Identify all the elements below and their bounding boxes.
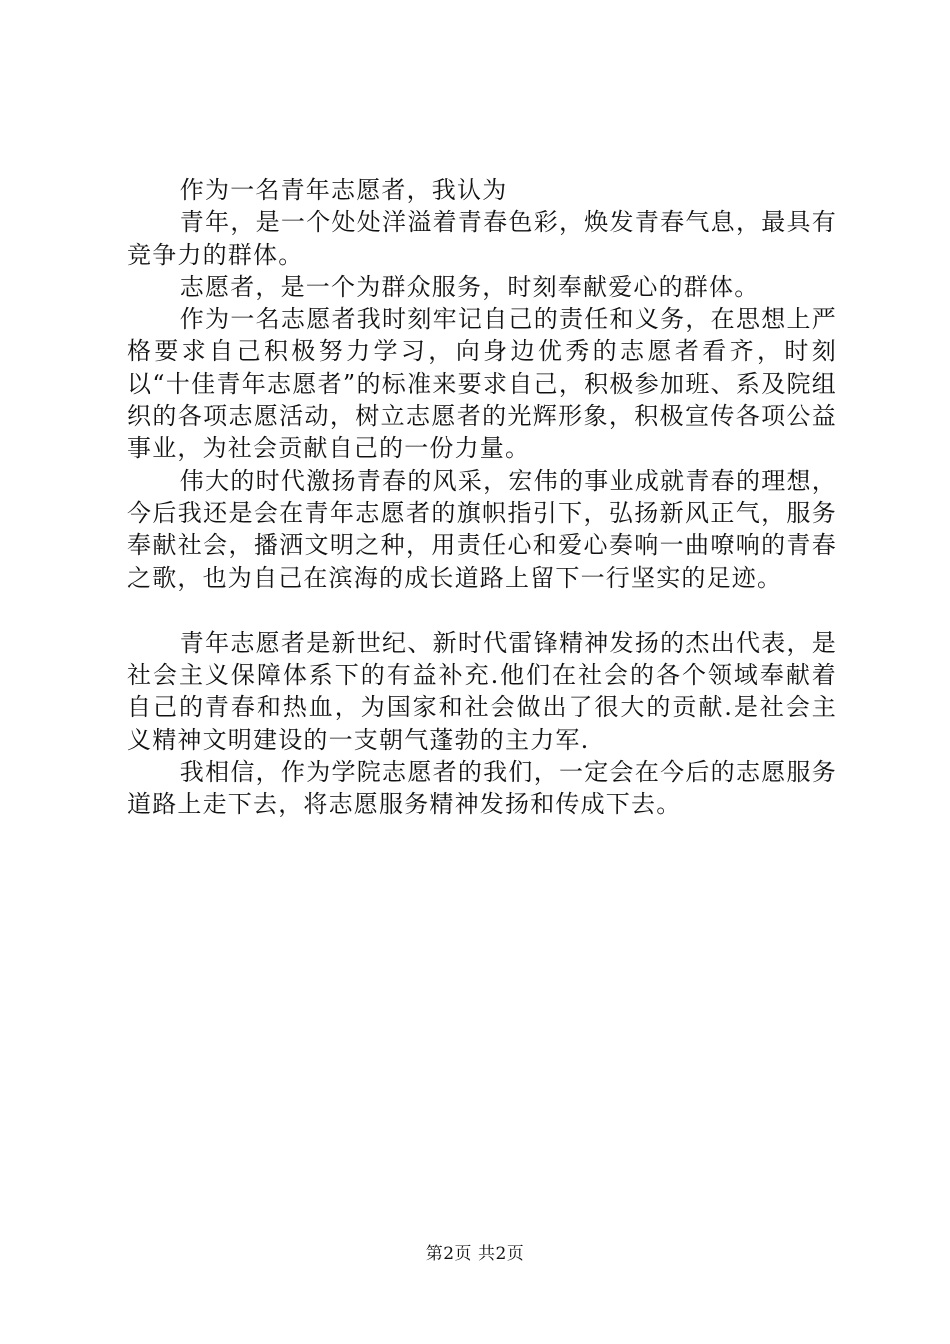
paragraph-belief: 我相信，作为学院志愿者的我们，一定会在今后的志愿服务道路上走下去，将志愿服务精神发扬和传成下去。 (127, 758, 837, 819)
paragraph-volunteer: 志愿者，是一个为群众服务，时刻奉献爱心的群体。 (179, 272, 760, 301)
paragraph-intro: 作为一名青年志愿者，我认为 (179, 176, 508, 204)
paragraph-youth: 青年，是一个处处洋溢着青春色彩，焕发青春气息，最具有竞争力的群体。 (127, 208, 837, 269)
document-body (127, 174, 837, 821)
paragraph-era: 伟大的时代激扬青春的风采，宏伟的事业成就青春的理想，今后我还是会在青年志愿者的旗帜指引下，弘扬新风正气，服务奉献社会，播洒文明之种，用责任心和爱心奏响一曲嘹响的青春之歌，也为自己在滨海的成长道路上留下一行坚实的足迹。 (127, 466, 837, 592)
paragraph-responsibility: 作为一名志愿者我时刻牢记自己的责任和义务，在思想上严格要求自己积极努力学习，向身边优秀的志愿者看齐，时刻以“十佳青年志愿者”的标准来要求自己，积极参加班、系及院组织的各项志愿活动，树立志愿者的光辉形象，积极宣传各项公益事业，为社会贡献自己的一份力量。 (127, 305, 837, 463)
paragraph-spacer (127, 594, 837, 627)
paragraph-representative: 青年志愿者是新世纪、新时代雷锋精神发扬的杰出代表，是社会主义保障体系下的有益补充.他们在社会的各个领域奉献着自己的青春和热血，为国家和社会做出了很大的贡献.是社会主义精神文明建设的一支朝气蓬勃的主力军. (127, 628, 837, 754)
page-number-footer: 第2页 共2页 (425, 1244, 525, 1264)
